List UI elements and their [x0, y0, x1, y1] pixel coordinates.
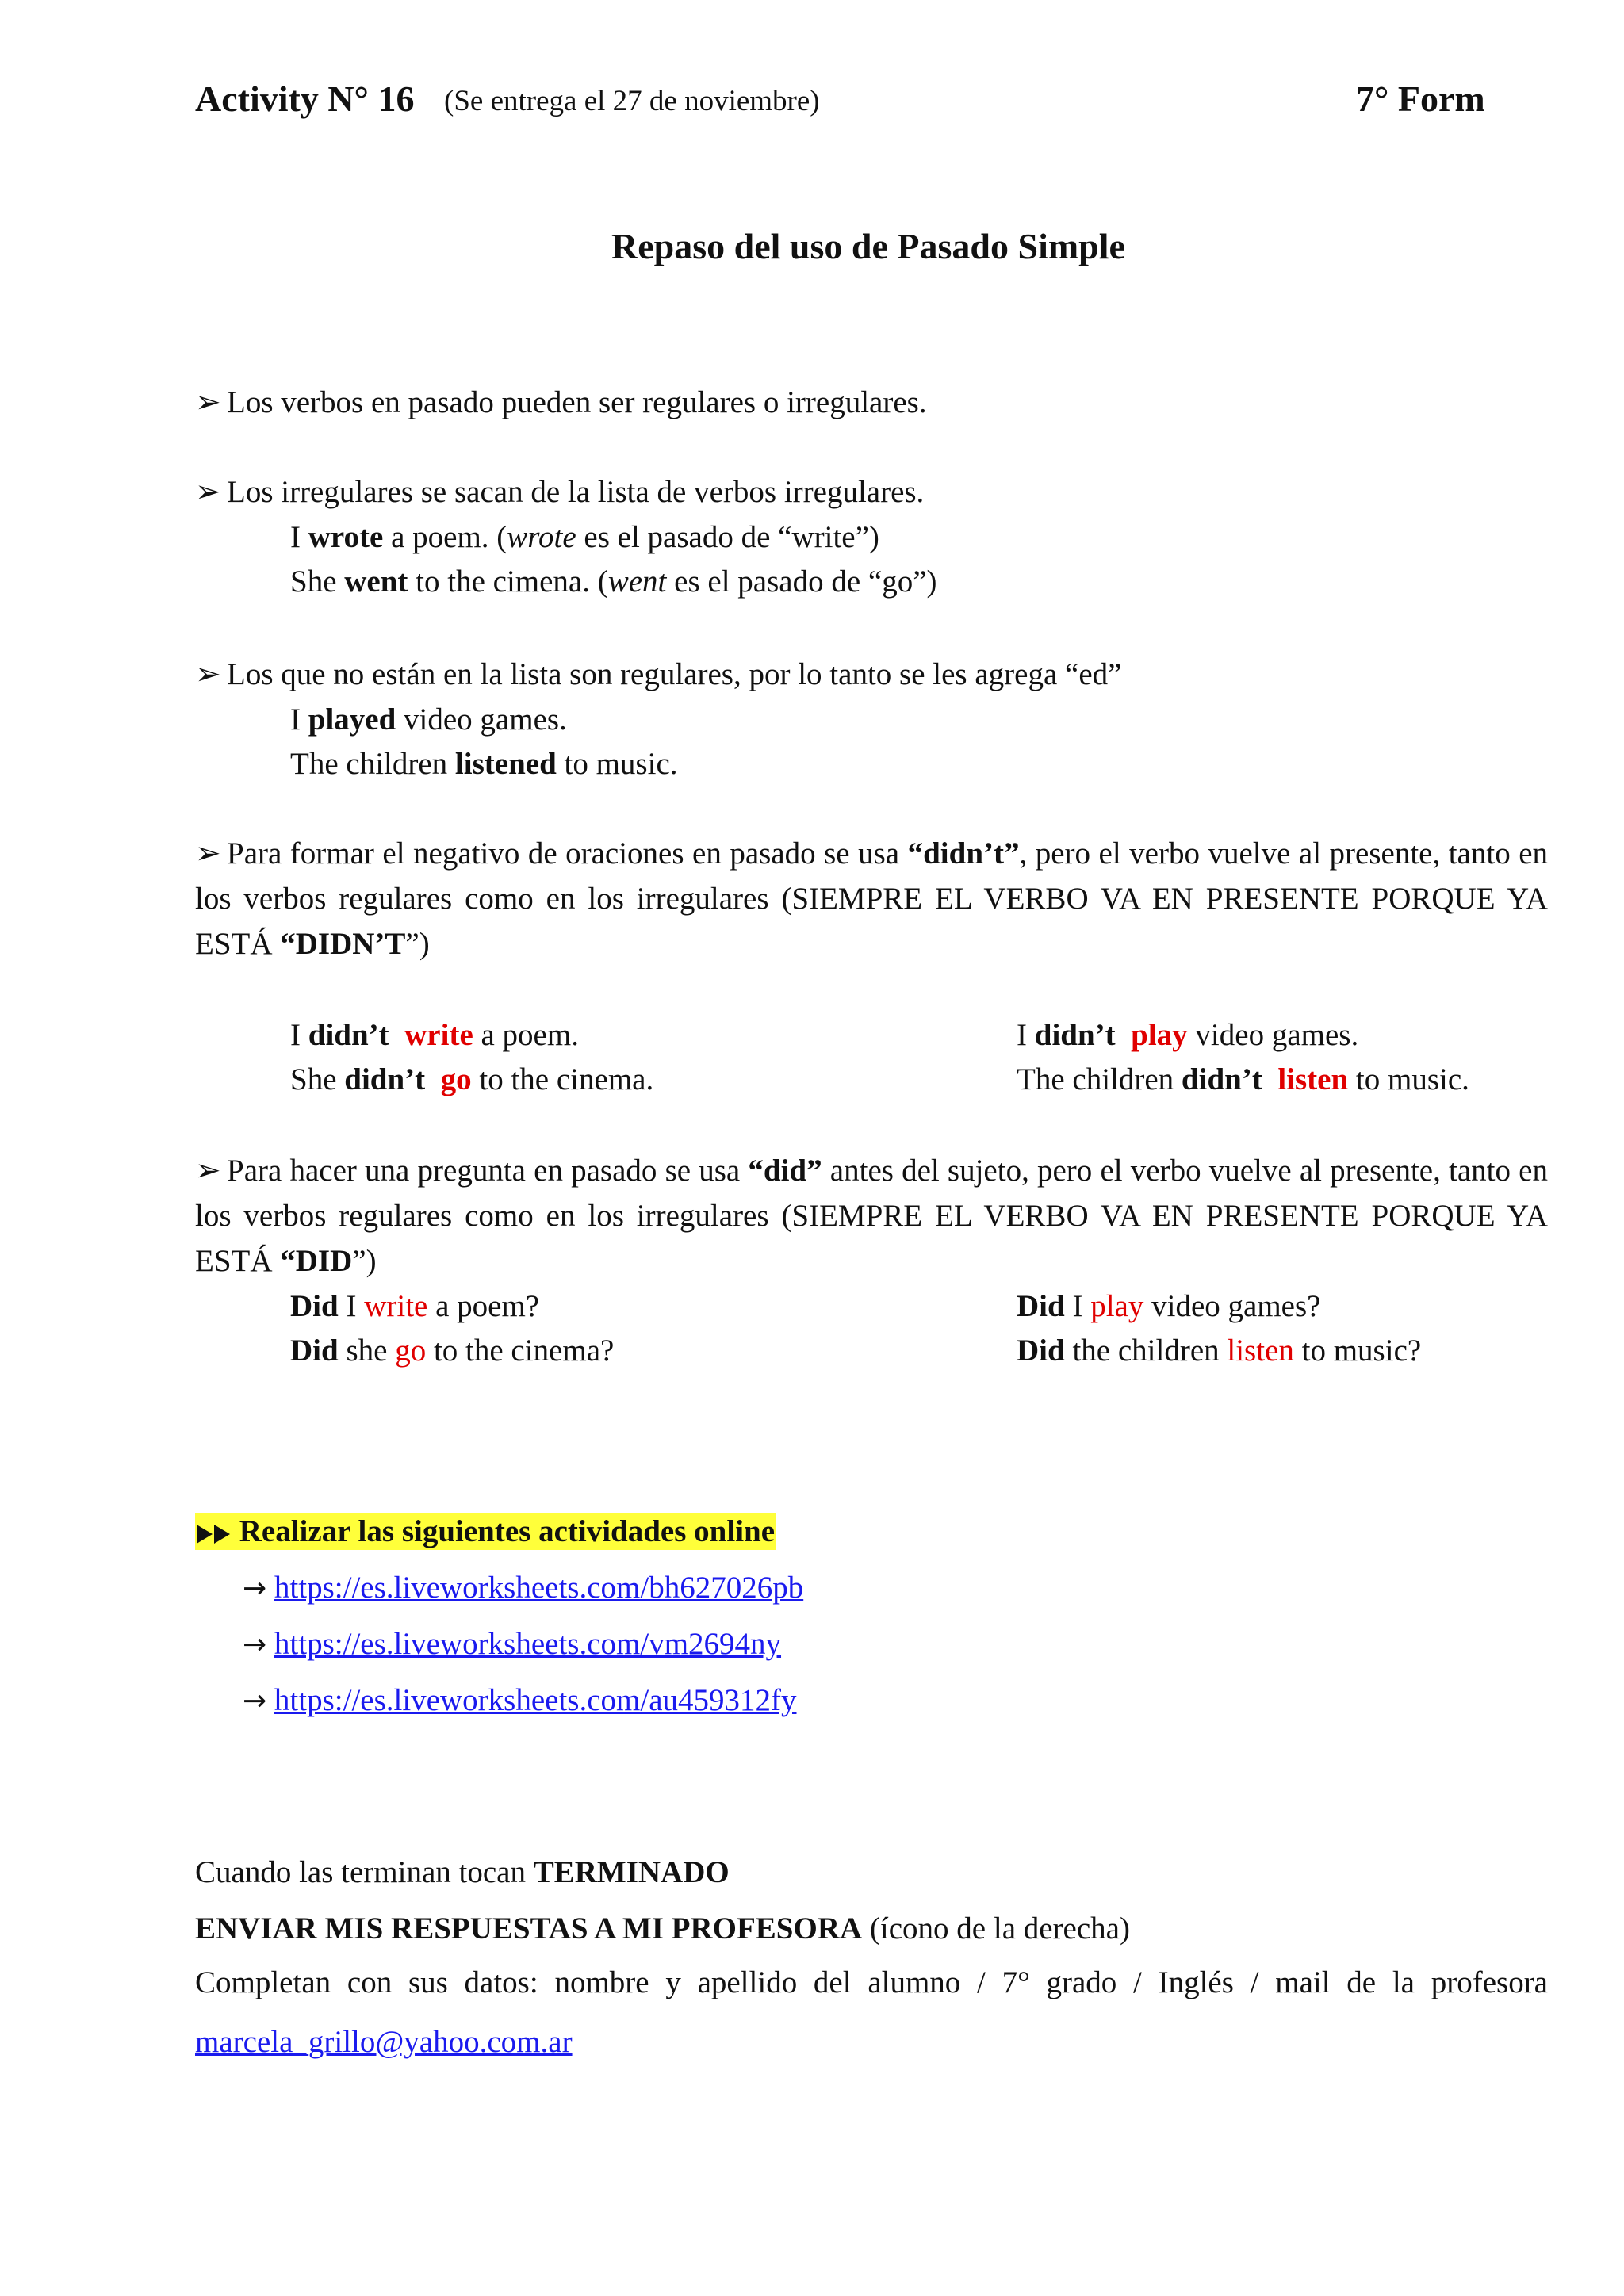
example-line [290, 522, 879, 553]
example-text: video games. [396, 702, 567, 737]
form-label: 7° Form [1356, 78, 1485, 119]
section-2 [195, 476, 924, 507]
activity-link-row [243, 1685, 797, 1716]
verb-italic: wrote [507, 520, 576, 554]
arrow-right-icon: → [243, 1685, 267, 1717]
question-example [290, 1291, 539, 1322]
example-text: a poem. [473, 1018, 579, 1052]
paragraph-text: ”) [352, 1244, 377, 1278]
bullet-icon: ➢ [195, 475, 221, 509]
example-text: to the cimena. ( [408, 564, 608, 599]
section-3 [195, 659, 1121, 690]
example-text: es el pasado de “go”) [666, 564, 937, 599]
keyword: “DID [280, 1244, 353, 1278]
example-line [290, 566, 937, 597]
send-keyword: ENVIAR MIS RESPUESTAS A MI PROFESORA [195, 1911, 863, 1946]
verb-red: listen [1277, 1062, 1349, 1096]
paragraph-text: antes del sujeto, pero el verbo vuelve al presente, tanto en los verbos regulares como en los irregulares (SIEMPRE EL VERBO VA EN PRESENTE PORQUE YA ESTÁ [195, 1154, 1548, 1278]
verb-red: play [1131, 1018, 1188, 1052]
section-5 [195, 1148, 1548, 1284]
section-2-text: Los irregulares se sacan de la lista de verbos irregulares. [227, 475, 925, 509]
negative-example [290, 1064, 653, 1095]
keyword: “didn’t” [907, 836, 1020, 871]
section-1-text: Los verbos en pasado pueden ser regulares o irregulares. [227, 385, 927, 419]
play-triangle-icon [214, 1525, 230, 1544]
verb: went [344, 564, 408, 599]
page-title: Repaso del uso de Pasado Simple [611, 226, 1125, 266]
verb: listened [454, 747, 557, 781]
activity-header [195, 78, 414, 120]
example-text: to the cinema. [471, 1062, 654, 1096]
footer-line-2 [195, 1913, 1130, 1944]
verb: played [308, 702, 396, 737]
example-text: I [338, 1289, 365, 1323]
example-text: I [290, 520, 308, 554]
paragraph-text: Para formar el negativo de oraciones en pasado se usa [227, 836, 908, 871]
example-text: to music. [556, 747, 678, 781]
paragraph-text: , pero el verbo vuelve al presente, tanto en los verbos regulares como en los irregulares (SIEMPRE EL VERBO VA EN PRESENTE PORQUE YA ESTÁ [195, 836, 1549, 961]
bullet-icon: ➢ [195, 836, 221, 871]
example-text: to the cinema? [426, 1334, 615, 1368]
example-text: I [1064, 1289, 1091, 1323]
delivery-date: (Se entrega el 27 de noviembre) [444, 85, 820, 117]
arrow-right-icon: → [243, 1572, 267, 1605]
example-text: I [1017, 1018, 1035, 1052]
arrow-right-icon: → [243, 1628, 267, 1661]
verb-red: go [395, 1334, 427, 1368]
question-example [1017, 1335, 1421, 1366]
negative-example [1017, 1020, 1358, 1050]
negative-example [290, 1020, 579, 1050]
example-text: The children [290, 747, 455, 781]
teacher-email-link[interactable]: marcela_grillo@yahoo.com.ar [195, 2025, 573, 2059]
example-text: The children [1017, 1062, 1182, 1096]
auxiliary: didn’t [308, 1018, 389, 1052]
activities-heading-text: Realizar las siguientes actividades online [239, 1514, 776, 1548]
verb-red: write [404, 1018, 473, 1052]
example-text: es el pasado de “write”) [576, 520, 879, 554]
auxiliary: didn’t [1034, 1018, 1116, 1052]
verb-italic: went [607, 564, 667, 599]
terminado-keyword: TERMINADO [533, 1855, 730, 1889]
section-1 [195, 387, 927, 418]
question-example [1017, 1291, 1320, 1322]
question-example [290, 1335, 614, 1366]
example-text: to music? [1293, 1334, 1422, 1368]
bullet-icon: ➢ [195, 657, 221, 691]
footer-text: (ícono de la derecha) [862, 1911, 1130, 1946]
verb-red: listen [1227, 1334, 1294, 1368]
activities-heading [195, 1516, 776, 1547]
play-triangle-icon [197, 1525, 213, 1544]
verb-red: go [440, 1062, 472, 1096]
paragraph-text: Para hacer una pregunta en pasado se usa [227, 1154, 749, 1188]
verb-red: write [364, 1289, 428, 1323]
keyword: “did” [748, 1154, 822, 1188]
activity-link-3[interactable]: https://es.liveworksheets.com/au459312fy [274, 1683, 797, 1717]
example-text: she [338, 1334, 396, 1368]
activity-link-row [243, 1572, 803, 1603]
auxiliary: Did [290, 1289, 339, 1323]
section-3-text: Los que no están en la lista son regulares, por lo tanto se les agrega “ed” [227, 657, 1122, 691]
example-text: She [290, 564, 345, 599]
example-text: a poem? [427, 1289, 540, 1323]
footer-text: Cuando las terminan tocan [195, 1855, 534, 1889]
keyword: “DIDN’T [280, 927, 406, 961]
example-text: to music. [1348, 1062, 1469, 1096]
activity-link-row [243, 1628, 781, 1659]
example-text: She [290, 1062, 345, 1096]
activity-number: Activity N° 16 [195, 78, 415, 119]
negative-example [1017, 1064, 1469, 1095]
bullet-icon: ➢ [195, 385, 221, 419]
section-4 [195, 831, 1548, 966]
activity-link-2[interactable]: https://es.liveworksheets.com/vm2694ny [274, 1627, 782, 1661]
example-text: a poem. ( [383, 520, 508, 554]
example-text: I [290, 1018, 308, 1052]
bullet-icon: ➢ [195, 1154, 221, 1188]
example-line [290, 704, 567, 735]
paragraph-text: ”) [405, 927, 430, 961]
auxiliary: didn’t [344, 1062, 426, 1096]
example-line [290, 748, 678, 779]
example-text: video games? [1143, 1289, 1321, 1323]
email-row [195, 2026, 573, 2057]
activity-link-1[interactable]: https://es.liveworksheets.com/bh627026pb [274, 1571, 804, 1605]
example-text: I [290, 702, 308, 737]
auxiliary: Did [1017, 1334, 1065, 1368]
auxiliary: Did [290, 1334, 339, 1368]
auxiliary: didn’t [1181, 1062, 1262, 1096]
example-text: the children [1064, 1334, 1228, 1368]
footer-line-3: Completan con sus datos: nombre y apellido del alumno / 7° grado / Inglés / mail de la profesora [195, 1965, 1548, 1999]
example-text: video games. [1187, 1018, 1359, 1052]
footer-line-1 [195, 1857, 730, 1888]
verb: wrote [308, 520, 384, 554]
auxiliary: Did [1017, 1289, 1065, 1323]
verb-red: play [1090, 1289, 1144, 1323]
